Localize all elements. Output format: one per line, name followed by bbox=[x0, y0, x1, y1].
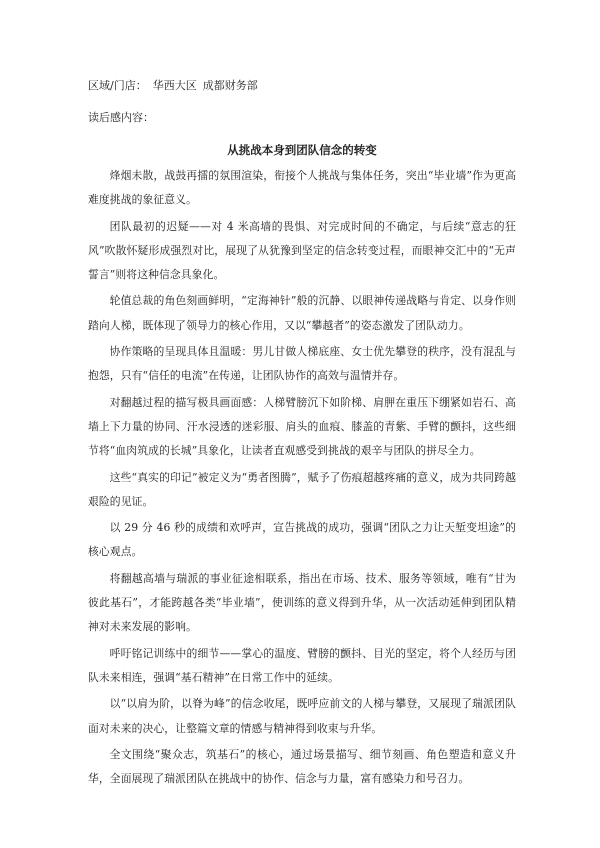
article-paragraph: 轮值总裁的角色刻画鲜明，“定海神针”般的沉静、以眼神传递战略与肯定、以身作则踏向人梯，既体现了领导力的核心作用，又以“攀越者”的姿态激发了团队动力。 bbox=[88, 294, 516, 332]
article-title: 从挑战本身到团队信念的转变 bbox=[227, 143, 377, 157]
article-paragraph: 团队最初的迟疑——对 4 米高墙的畏惧、对完成时间的不确定，与后续“意志的狂风”吹散怀疑形成强烈对比，展现了从犹豫到坚定的信念转变过程，而眼神交汇中的“无声誓言”则将这种信念具象化。 bbox=[88, 219, 516, 282]
article-paragraph: 将翻越高墙与瑞派的事业征途相联系，指出在市场、技术、服务等领域，唯有“甘为彼此基石”，才能跨越各类“毕业墙”，使训练的意义得到升华，从一次活动延伸到团队精神对未来发展的影响。 bbox=[88, 571, 516, 634]
article-paragraph: 呼吁铭记训练中的细节——掌心的温度、臂膀的颤抖、目光的坚定，将个人经历与团队未来相连，强调“基石精神”在日常工作中的延续。 bbox=[88, 646, 516, 684]
article-paragraph: 协作策略的呈现具体且温暖：男儿甘做人梯底座、女士优先攀登的秩序，没有混乱与抱怨，只有“信任的电流”在传递，让团队协作的高效与温情并存。 bbox=[88, 345, 516, 383]
department-name: 成都财务部 bbox=[202, 79, 258, 92]
read-content-label: 读后感内容： bbox=[88, 111, 154, 124]
article-paragraph: 全文围绕“聚众志，筑基石”的核心，通过场景描写、细节刻画、角色塑造和意义升华，全面展现了瑞派团队在挑战中的协作、信念与力量，富有感染力和号召力。 bbox=[88, 747, 516, 786]
article-paragraph: 对翻越过程的描写极具画面感：人梯臂膀沉下如阶梯、肩胛在重压下绷紧如岩石、高墙上下力量的协同、汗水浸透的迷彩服、肩头的血痕、膝盖的青紫、手臂的颤抖，这些细节将“血肉筑成的长城”具象化，让读者直观感受到挑战的艰辛与团队的拼尽全力。 bbox=[88, 395, 516, 458]
article-paragraph: 烽烟未散，战鼓再擂的氛围渲染，衔接个人挑战与集体任务，突出“毕业墙”作为更高难度挑战的象征意义。 bbox=[88, 169, 516, 207]
article-paragraph: 以 29 分 46 秒的成绩和欢呼声，宣告挑战的成功，强调“团队之力让天堑变坦途”的核心观点。 bbox=[88, 521, 516, 559]
region-label: 区域/门店： bbox=[88, 79, 147, 92]
article-paragraph: 这些“真实的印记”被定义为“勇者图腾”，赋予了伤痕超越疼痛的意义，成为共同跨越艰险的见证。 bbox=[88, 470, 516, 508]
article-paragraph: 以“以肩为阶，以脊为峰”的信念收尾，既呼应前文的人梯与攀登，又展现了瑞派团队面对未来的决心，让整篇文章的情感与精神得到收束与升华。 bbox=[88, 697, 516, 735]
region-line bbox=[88, 78, 516, 94]
region-value: 华西大区 bbox=[152, 79, 197, 92]
